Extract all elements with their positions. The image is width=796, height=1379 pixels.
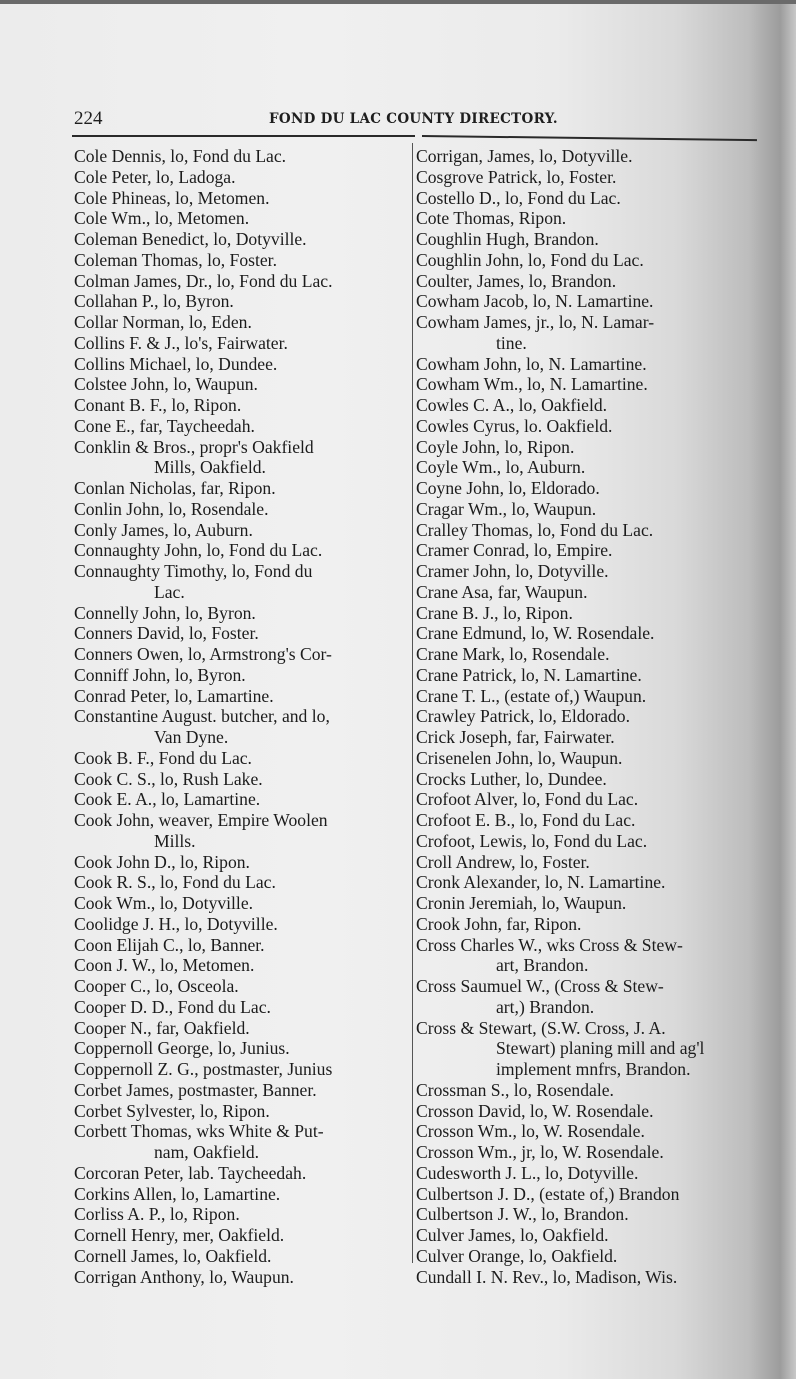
entry-text: Coyle John, lo, Ripon. xyxy=(416,436,575,457)
entry-text: Cowles C. A., lo, Oakfield. xyxy=(416,395,608,415)
directory-entry xyxy=(416,810,754,831)
entry-text: Crawley Patrick, lo, Eldorado. xyxy=(416,706,631,727)
directory-entry xyxy=(416,872,754,893)
directory-entry xyxy=(416,1204,754,1225)
directory-entry xyxy=(74,686,406,707)
entry-text: Coon J. W., lo, Metomen. xyxy=(74,955,255,976)
directory-entry xyxy=(74,416,406,437)
entry-text: Coleman Benedict, lo, Dotyville. xyxy=(74,229,307,249)
directory-entry xyxy=(74,976,406,997)
entry-text: Coulter, James, lo, Brandon. xyxy=(416,270,617,291)
directory-entry xyxy=(416,1142,754,1163)
entry-text: Conniff John, lo, Byron. xyxy=(74,664,246,685)
directory-entry xyxy=(74,1018,406,1039)
entry-text: Cone E., far, Taycheedah. xyxy=(74,415,255,436)
directory-entry xyxy=(416,1184,754,1205)
entry-continuation: Mills, Oakfield. xyxy=(154,457,266,478)
entry-text: Coughlin John, lo, Fond du Lac. xyxy=(416,249,644,270)
entry-text: Cosgrove Patrick, lo, Foster. xyxy=(416,166,617,187)
directory-entry xyxy=(416,603,754,624)
entry-continuation: art,) Brandon. xyxy=(496,996,595,1017)
directory-entry xyxy=(416,727,754,748)
entry-text: Cook B. F., Fond du Lac. xyxy=(74,747,252,768)
entry-text: Cragar Wm., lo, Waupun. xyxy=(416,498,597,519)
directory-entry xyxy=(416,146,754,167)
directory-entry xyxy=(416,1080,754,1101)
entry-text: Colstee John, lo, Waupun. xyxy=(74,374,258,395)
entry-text: Crosson Wm., lo, W. Rosendale. xyxy=(416,1121,645,1142)
entry-continuation: tine. xyxy=(496,332,527,353)
entry-continuation: Stewart) planing mill and ag'l xyxy=(496,1038,705,1059)
directory-entry xyxy=(416,520,754,541)
directory-entry xyxy=(74,810,406,852)
entry-text: Corcoran Peter, lab. Taycheedah. xyxy=(74,1162,307,1183)
directory-entry xyxy=(74,872,406,893)
directory-entry xyxy=(74,914,406,935)
entry-text: Crosson David, lo, W. Rosendale. xyxy=(416,1100,654,1121)
directory-entry xyxy=(416,312,754,354)
entry-text: Constantine August. butcher, and lo, xyxy=(74,706,330,727)
entry-text: Coyle Wm., lo, Auburn. xyxy=(416,457,586,478)
directory-entry xyxy=(416,789,754,810)
directory-entry xyxy=(74,291,406,312)
entry-text: Corrigan, James, lo, Dotyville. xyxy=(416,146,633,166)
directory-entry xyxy=(416,769,754,790)
entry-text: Crisenelen John, lo, Waupun. xyxy=(416,747,623,768)
directory-entry xyxy=(74,540,406,561)
directory-entry xyxy=(416,1246,754,1267)
page-header xyxy=(74,108,734,132)
entry-text: Crook John, far, Ripon. xyxy=(416,913,582,934)
entry-text: Corkins Allen, lo, Lamartine. xyxy=(74,1183,281,1204)
entry-text: Cudesworth J. L., lo, Dotyville. xyxy=(416,1162,639,1183)
entry-text: Conrad Peter, lo, Lamartine. xyxy=(74,685,274,706)
directory-entry xyxy=(416,1225,754,1246)
entry-text: Coppernoll George, lo, Junius. xyxy=(74,1038,290,1059)
directory-entry xyxy=(416,416,754,437)
directory-entry xyxy=(416,893,754,914)
directory-entry xyxy=(74,789,406,810)
directory-entry xyxy=(74,208,406,229)
directory-entry xyxy=(416,582,754,603)
header-rule-left xyxy=(72,135,415,137)
entry-text: Conant B. F., lo, Ripon. xyxy=(74,395,242,415)
directory-entry xyxy=(74,706,406,748)
entry-text: Cornell James, lo, Oakfield. xyxy=(74,1245,272,1266)
directory-entry xyxy=(416,748,754,769)
running-title: FOND DU LAC COUNTY DIRECTORY. xyxy=(269,111,558,127)
directory-entry xyxy=(74,333,406,354)
entry-text: Cowham James, jr., lo, N. Lamar- xyxy=(416,312,655,332)
directory-entry xyxy=(416,914,754,935)
directory-entry xyxy=(74,1267,406,1288)
entry-text: Cole Dennis, lo, Fond du Lac. xyxy=(74,146,287,166)
directory-entry xyxy=(74,229,406,250)
entry-text: Connaughty Timothy, lo, Fond du xyxy=(74,561,313,581)
entry-text: Crossman S., lo, Rosendale. xyxy=(416,1079,614,1100)
directory-entry xyxy=(74,1163,406,1184)
entry-text: Crocks Luther, lo, Dundee. xyxy=(416,768,607,789)
directory-entry xyxy=(416,354,754,375)
directory-entry xyxy=(74,478,406,499)
entry-text: Conlin John, lo, Rosendale. xyxy=(74,498,269,519)
directory-entry xyxy=(74,1038,406,1059)
directory-entry xyxy=(74,146,406,167)
entry-text: Conlan Nicholas, far, Ripon. xyxy=(74,478,276,498)
entry-text: Cooper C., lo, Osceola. xyxy=(74,976,239,996)
directory-entry xyxy=(416,167,754,188)
directory-entry xyxy=(416,437,754,458)
directory-entry xyxy=(416,1018,754,1080)
entry-text: Cook C. S., lo, Rush Lake. xyxy=(74,768,263,789)
header-rule-right xyxy=(422,135,757,141)
directory-entry xyxy=(74,997,406,1018)
directory-entry xyxy=(74,561,406,603)
directory-entry xyxy=(74,935,406,956)
entry-text: Conklin & Bros., propr's Oakfield xyxy=(74,436,314,457)
entry-text: Cole Wm., lo, Metomen. xyxy=(74,208,250,229)
entry-text: Coolidge J. H., lo, Dotyville. xyxy=(74,913,278,934)
directory-entry xyxy=(74,312,406,333)
entry-text: Cooper D. D., Fond du Lac. xyxy=(74,996,271,1017)
entry-text: Cook R. S., lo, Fond du Lac. xyxy=(74,872,276,893)
entry-text: Colman James, Dr., lo, Fond du Lac. xyxy=(74,270,333,291)
directory-entry xyxy=(416,250,754,271)
entry-continuation: Lac. xyxy=(154,581,185,602)
directory-entry xyxy=(416,706,754,727)
entry-text: Coon Elijah C., lo, Banner. xyxy=(74,934,265,955)
entry-text: Cundall I. N. Rev., lo, Madison, Wis. xyxy=(416,1266,678,1287)
entry-text: Crofoot Alver, lo, Fond du Lac. xyxy=(416,789,639,810)
entry-text: Cote Thomas, Ripon. xyxy=(416,208,567,229)
directory-entry xyxy=(74,520,406,541)
entry-text: Croll Andrew, lo, Foster. xyxy=(416,851,590,872)
directory-entry xyxy=(416,1163,754,1184)
entry-text: Corbet Sylvester, lo, Ripon. xyxy=(74,1100,270,1121)
directory-entry xyxy=(416,229,754,250)
entry-text: Crane Asa, far, Waupun. xyxy=(416,581,588,602)
entry-text: Cook John, weaver, Empire Woolen xyxy=(74,810,328,830)
entry-text: Connelly John, lo, Byron. xyxy=(74,602,256,623)
entry-text: Collins F. & J., lo's, Fairwater. xyxy=(74,332,288,353)
entry-text: Cross Saumuel W., (Cross & Stew- xyxy=(416,976,664,996)
directory-entry xyxy=(416,478,754,499)
entry-text: Cramer Conrad, lo, Empire. xyxy=(416,540,613,561)
column-divider xyxy=(412,143,413,1263)
entry-text: Coppernoll Z. G., postmaster, Junius xyxy=(74,1059,333,1079)
right-column xyxy=(416,146,754,1287)
entry-text: Culver James, lo, Oakfield. xyxy=(416,1225,609,1245)
directory-entry xyxy=(74,955,406,976)
entry-continuation: art, Brandon. xyxy=(496,955,589,976)
directory-entry xyxy=(74,167,406,188)
directory-entry xyxy=(416,395,754,416)
directory-entry xyxy=(74,1184,406,1205)
entry-text: Cowham John, lo, N. Lamartine. xyxy=(416,353,647,374)
directory-entry xyxy=(416,686,754,707)
entry-text: Crane Mark, lo, Rosendale. xyxy=(416,644,610,664)
entry-text: Cralley Thomas, lo, Fond du Lac. xyxy=(416,519,654,540)
directory-entry xyxy=(74,437,406,479)
entry-text: Crofoot, Lewis, lo, Fond du Lac. xyxy=(416,830,648,851)
directory-entry xyxy=(74,623,406,644)
entry-text: Cole Peter, lo, Ladoga. xyxy=(74,166,236,187)
entry-text: Collahan P., lo, Byron. xyxy=(74,291,234,312)
directory-entry xyxy=(416,976,754,1018)
directory-entry xyxy=(74,748,406,769)
entry-text: Cross & Stewart, (S.W. Cross, J. A. xyxy=(416,1017,666,1038)
entry-text: Culver Orange, lo, Oakfield. xyxy=(416,1245,618,1266)
entry-text: Connaughty John, lo, Fond du Lac. xyxy=(74,540,323,561)
entry-text: Cook Wm., lo, Dotyville. xyxy=(74,893,254,913)
directory-entry xyxy=(416,188,754,209)
directory-entry xyxy=(416,852,754,873)
entry-text: Cowles Cyrus, lo. Oakfield. xyxy=(416,415,613,436)
directory-entry xyxy=(416,1121,754,1142)
entry-text: Crane T. L., (estate of,) Waupun. xyxy=(416,685,647,706)
directory-entry xyxy=(416,665,754,686)
entry-text: Collins Michael, lo, Dundee. xyxy=(74,353,278,374)
entry-text: Cole Phineas, lo, Metomen. xyxy=(74,187,270,208)
entry-text: Coughlin Hugh, Brandon. xyxy=(416,229,599,249)
entry-text: Cook E. A., lo, Lamartine. xyxy=(74,789,261,810)
directory-entry xyxy=(74,1059,406,1080)
entry-text: Cronin Jeremiah, lo, Waupun. xyxy=(416,893,627,913)
entry-text: Corbett Thomas, wks White & Put- xyxy=(74,1121,324,1142)
directory-entry xyxy=(74,644,406,665)
directory-entry xyxy=(74,852,406,873)
directory-entry xyxy=(74,1204,406,1225)
directory-entry xyxy=(74,250,406,271)
directory-entry xyxy=(416,374,754,395)
entry-text: Corliss A. P., lo, Ripon. xyxy=(74,1204,240,1225)
directory-entry xyxy=(416,831,754,852)
entry-text: Cross Charles W., wks Cross & Stew- xyxy=(416,934,683,955)
directory-entry xyxy=(74,374,406,395)
entry-text: Conners Owen, lo, Armstrong's Cor- xyxy=(74,644,332,664)
entry-text: Conners David, lo, Foster. xyxy=(74,623,259,644)
entry-continuation: Van Dyne. xyxy=(154,727,229,747)
directory-entry xyxy=(74,354,406,375)
directory-entry xyxy=(416,623,754,644)
page-top-edge xyxy=(0,0,796,4)
directory-entry xyxy=(416,1101,754,1122)
directory-entry xyxy=(416,644,754,665)
entry-continuation: nam, Oakfield. xyxy=(154,1142,260,1162)
entry-text: Crane Edmund, lo, W. Rosendale. xyxy=(416,623,655,644)
entry-text: Conly James, lo, Auburn. xyxy=(74,519,253,540)
entry-text: Coleman Thomas, lo, Foster. xyxy=(74,249,277,270)
directory-entry xyxy=(74,1246,406,1267)
directory-entry xyxy=(74,499,406,520)
directory-entry xyxy=(416,1267,754,1288)
directory-entry xyxy=(74,1101,406,1122)
entry-continuation: Mills. xyxy=(154,830,196,851)
directory-entry xyxy=(74,603,406,624)
entry-text: Cramer John, lo, Dotyville. xyxy=(416,561,609,581)
directory-entry xyxy=(74,395,406,416)
entry-text: Cornell Henry, mer, Oakfield. xyxy=(74,1225,285,1245)
directory-entry xyxy=(74,665,406,686)
directory-entry xyxy=(74,1121,406,1163)
directory-entry xyxy=(74,893,406,914)
entry-text: Crofoot E. B., lo, Fond du Lac. xyxy=(416,810,636,830)
directory-entry xyxy=(416,291,754,312)
directory-entry xyxy=(416,935,754,977)
directory-entry xyxy=(416,457,754,478)
entry-text: Culbertson J. D., (estate of,) Brandon xyxy=(416,1183,680,1204)
entry-text: Cronk Alexander, lo, N. Lamartine. xyxy=(416,872,666,893)
directory-entry xyxy=(74,1080,406,1101)
entry-text: Cooper N., far, Oakfield. xyxy=(74,1017,250,1038)
page-number: 224 xyxy=(74,108,103,129)
entry-text: Cook John D., lo, Ripon. xyxy=(74,851,250,872)
entry-text: Crane Patrick, lo, N. Lamartine. xyxy=(416,664,642,685)
entry-text: Cowham Jacob, lo, N. Lamartine. xyxy=(416,291,654,312)
directory-entry xyxy=(416,271,754,292)
directory-entry xyxy=(74,769,406,790)
left-column xyxy=(74,146,406,1287)
directory-entry xyxy=(74,188,406,209)
directory-entry xyxy=(416,540,754,561)
entry-text: Corrigan Anthony, lo, Waupun. xyxy=(74,1266,294,1287)
directory-entry xyxy=(74,1225,406,1246)
entry-text: Collar Norman, lo, Eden. xyxy=(74,312,252,332)
entry-text: Coyne John, lo, Eldorado. xyxy=(416,478,600,498)
entry-text: Crosson Wm., jr, lo, W. Rosendale. xyxy=(416,1142,664,1162)
entry-text: Crick Joseph, far, Fairwater. xyxy=(416,727,615,747)
entry-text: Cowham Wm., lo, N. Lamartine. xyxy=(416,374,648,395)
directory-entry xyxy=(416,561,754,582)
directory-entry xyxy=(74,271,406,292)
directory-entry xyxy=(416,208,754,229)
entry-text: Costello D., lo, Fond du Lac. xyxy=(416,187,621,208)
entry-text: Culbertson J. W., lo, Brandon. xyxy=(416,1204,629,1225)
entry-continuation: implement mnfrs, Brandon. xyxy=(496,1059,691,1079)
entry-text: Crane B. J., lo, Ripon. xyxy=(416,602,573,623)
directory-entry xyxy=(416,499,754,520)
entry-text: Corbet James, postmaster, Banner. xyxy=(74,1079,317,1100)
